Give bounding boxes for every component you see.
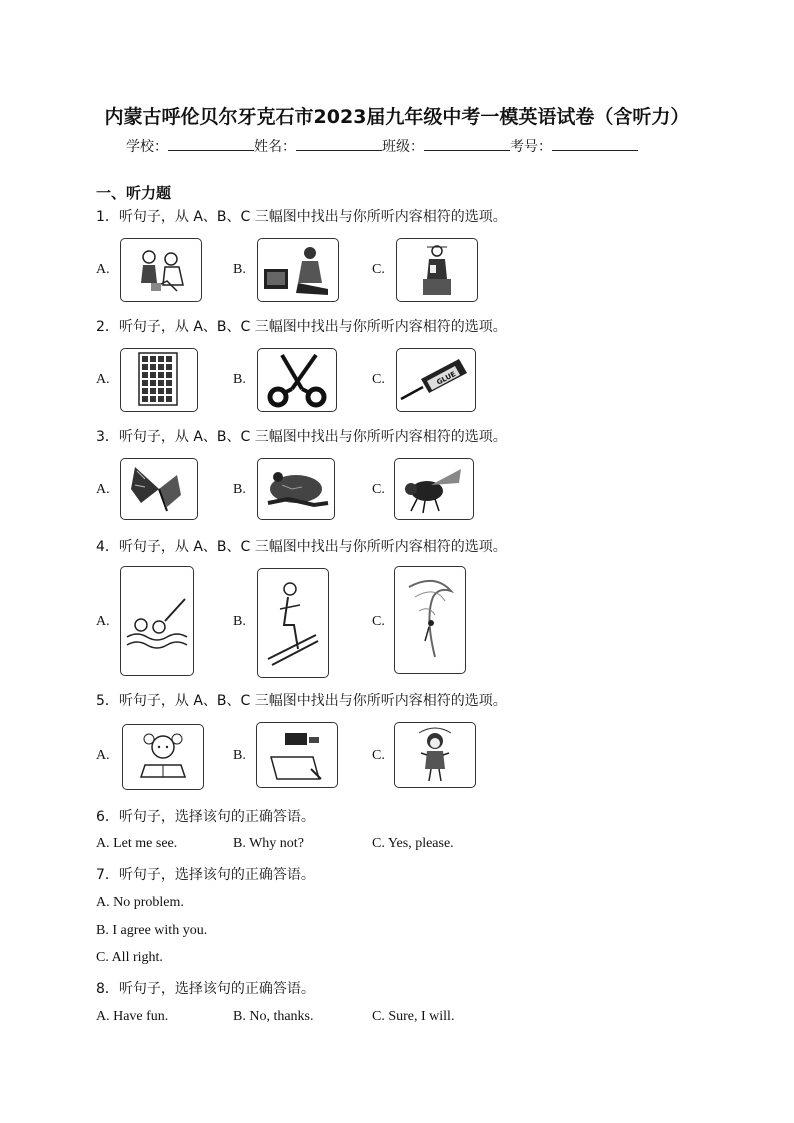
section-title: 一、听力题 [96,184,172,202]
q6-answer-a[interactable]: A. Let me see. [96,836,178,851]
q6-answer-b[interactable]: B. Why not? [233,836,304,851]
girl-reading-icon [123,725,203,789]
question-5-prompt: 5．听句子，从 A、B、C 三幅图中找出与你所听内容相符的选项。 [96,693,507,709]
q4-option-c-picture[interactable] [394,566,466,674]
student-info-line [126,136,638,156]
q2-option-a-label: A. [96,372,110,387]
q3-option-a-label: A. [96,482,110,497]
q3-option-c-label: C. [372,482,385,497]
name-blank[interactable] [296,136,382,151]
school-label: 学校： [126,139,168,155]
glue-icon [397,349,475,411]
calendar-icon [121,349,197,411]
tv-watching-icon [258,239,338,301]
q2-option-c-label: C. [372,372,385,387]
cinema-icon [397,239,477,301]
swimming-icon [121,567,193,675]
question-8-prompt: 8．听句子，选择该句的正确答语。 [96,981,315,997]
frog-icon [258,459,334,519]
q1-option-b-picture[interactable] [257,238,339,302]
girl-jumping-icon [395,723,475,787]
q4-option-c-label: C. [372,614,385,629]
book-pen-icon [257,723,337,787]
q1-option-c-picture[interactable] [396,238,478,302]
q7-answer-a[interactable]: A. No problem. [96,895,184,910]
q4-option-b-label: B. [233,614,246,629]
q4-option-a-picture[interactable] [120,566,194,676]
question-1-prompt: 1．听句子，从 A、B、C 三幅图中找出与你所听内容相符的选项。 [96,209,507,225]
q5-option-b-label: B. [233,748,246,763]
q5-option-c-picture[interactable] [394,722,476,788]
class-blank[interactable] [424,136,510,151]
q2-option-b-picture[interactable] [257,348,337,412]
q7-answer-c[interactable]: C. All right. [96,950,163,965]
question-7-prompt: 7．听句子，选择该句的正确答语。 [96,867,315,883]
skiing-icon [258,569,328,677]
q5-option-b-picture[interactable] [256,722,338,788]
name-label: 姓名： [254,139,296,155]
q3-option-b-label: B. [233,482,246,497]
question-3-prompt: 3．听句子，从 A、B、C 三幅图中找出与你所听内容相符的选项。 [96,429,507,445]
people-icon [121,239,201,301]
q1-option-b-label: B. [233,262,246,277]
q8-answer-a[interactable]: A. Have fun. [96,1009,169,1024]
q6-answer-c[interactable]: C. Yes, please. [372,836,454,851]
q5-option-a-label: A. [96,748,110,763]
q4-option-b-picture[interactable] [257,568,329,678]
q5-option-c-label: C. [372,748,385,763]
scissors-icon [258,349,336,411]
q3-option-a-picture[interactable] [120,458,198,520]
q4-option-a-label: A. [96,614,110,629]
class-label: 班级： [382,139,424,155]
q5-option-a-picture[interactable] [122,724,204,790]
q1-option-c-label: C. [372,262,385,277]
q3-option-c-picture[interactable] [394,458,474,520]
q1-option-a-picture[interactable] [120,238,202,302]
q8-answer-b[interactable]: B. No, thanks. [233,1009,314,1024]
q8-answer-c[interactable]: C. Sure, I will. [372,1009,455,1024]
q2-option-a-picture[interactable] [120,348,198,412]
question-2-prompt: 2．听句子，从 A、B、C 三幅图中找出与你所听内容相符的选项。 [96,319,507,335]
q2-option-c-picture[interactable] [396,348,476,412]
fly-icon [395,459,473,519]
q7-answer-b[interactable]: B. I agree with you. [96,923,208,938]
number-blank[interactable] [552,136,638,151]
question-4-prompt: 4．听句子，从 A、B、C 三幅图中找出与你所听内容相符的选项。 [96,539,507,555]
page-title: 内蒙古呼伦贝尔牙克石市2023届九年级中考一模英语试卷（含听力） [104,106,690,128]
surfing-icon [395,567,465,673]
q2-option-b-label: B. [233,372,246,387]
question-6-prompt: 6．听句子，选择该句的正确答语。 [96,809,315,825]
number-label: 考号： [510,139,552,155]
q1-option-a-label: A. [96,262,110,277]
school-blank[interactable] [168,136,254,151]
q3-option-b-picture[interactable] [257,458,335,520]
glue-label: GLUE [435,370,458,387]
butterfly-icon [121,459,197,519]
